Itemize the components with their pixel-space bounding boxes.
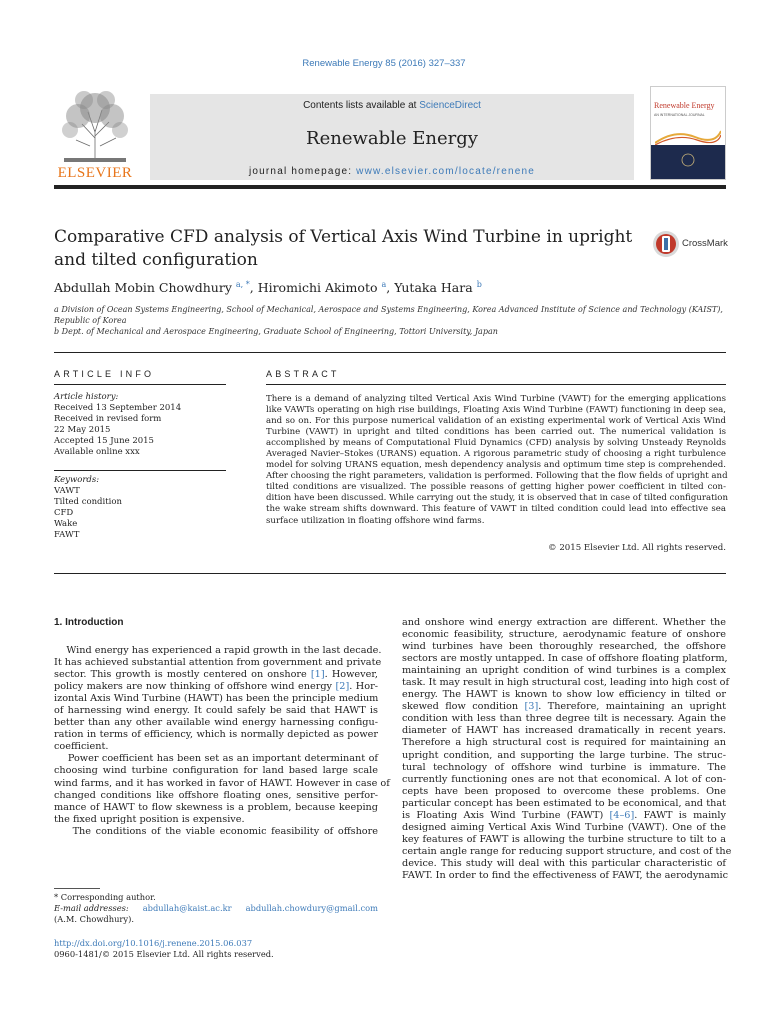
affiliation-a: a Division of Ocean Systems Engineering, School of Mechanical, Aerospace and Systems Engineering, Korea Advanced Institute of Science and Technology (KAIST), Republic of Korea bbox=[54, 305, 723, 325]
body-text: ration in terms of efficiency, which is normally depicted as power bbox=[54, 729, 378, 741]
author-separator: , bbox=[249, 280, 258, 296]
body-text: wind turbines have been thoroughly researched, the offshore bbox=[402, 641, 726, 653]
body-text: the fixed upright position is expensive. bbox=[54, 813, 245, 825]
article-info-rule bbox=[54, 384, 226, 385]
author-separator: , bbox=[386, 280, 395, 296]
author-name[interactable]: Abdullah Mobin Chowdhury bbox=[54, 280, 232, 296]
body-line bbox=[402, 617, 726, 629]
body-text: sectors are mostly untapped. In case of offshore floating platform, bbox=[402, 653, 728, 665]
abstract-line: model for solving URANS equation, mesh dependency analysis and optimum time step is comprehended. bbox=[266, 460, 726, 471]
body-text: better than any other available wind energy harnessing configu- bbox=[54, 717, 378, 729]
body-line bbox=[54, 802, 378, 814]
cover-swirl-icon bbox=[655, 127, 721, 145]
body-text: designed aiming Vertical Axis Wind Turbine (VAWT). One of the bbox=[402, 821, 726, 833]
body-text: mance of HAWT to flow skewness is a problem, because keeping bbox=[54, 801, 378, 813]
body-line bbox=[402, 713, 726, 725]
keywords bbox=[54, 475, 226, 542]
body-text: policy makers are now thinking of offshore wind energy bbox=[54, 681, 336, 693]
abstract-bottom-rule bbox=[54, 573, 726, 574]
abstract-line: and so on. For this purpose numerical validation of an existing experimental work of Vertical Axis Wind bbox=[266, 416, 726, 427]
body-text: condition with less than three degree tilt is necessary. Again the bbox=[402, 713, 726, 725]
cover-subtitle: AN INTERNATIONAL JOURNAL bbox=[654, 113, 705, 117]
body-text: maintaining an upright condition of wind turbines is a complex bbox=[402, 665, 726, 677]
body-column-left bbox=[54, 645, 390, 838]
section-heading-introduction: 1. Introduction bbox=[54, 617, 124, 628]
issn-line: 0960-1481/© 2015 Elsevier Ltd. All rights reserved. bbox=[54, 949, 274, 959]
body-line bbox=[402, 629, 726, 641]
corresponding-author-note: * Corresponding author. bbox=[54, 892, 156, 902]
author-name[interactable]: Hiromichi Akimoto bbox=[257, 280, 378, 296]
body-line bbox=[402, 737, 726, 749]
history-entry: 22 May 2015 bbox=[54, 425, 111, 436]
email-line bbox=[54, 903, 378, 914]
body-line bbox=[54, 669, 378, 681]
body-line bbox=[402, 653, 726, 665]
keywords-label: Keywords: bbox=[54, 475, 100, 485]
footnote-rule bbox=[54, 888, 100, 889]
body-text: upright condition, and supporting the large turbine. The struc- bbox=[402, 749, 726, 761]
body-line bbox=[54, 790, 378, 802]
body-text: wind farms, and it has worked in favor of HAWT. However in case of bbox=[54, 777, 390, 789]
homepage-prefix: journal homepage: bbox=[248, 166, 357, 177]
body-text: currently functioning ones are not that economical. A lot of con- bbox=[402, 773, 726, 785]
elsevier-tree-icon bbox=[54, 86, 136, 164]
journal-title[interactable]: Renewable Energy bbox=[306, 128, 478, 149]
body-text: . Therefore, maintaining an upright bbox=[538, 701, 726, 713]
body-line bbox=[402, 677, 730, 689]
article-info-heading: ARTICLE INFO bbox=[54, 369, 155, 379]
body-text: FAWT. In order to find the effectiveness of FAWT, the aerodynamic bbox=[402, 869, 729, 881]
abstract-line: After choosing the right parameters, validation is performed. Following that the flow fields of upright and bbox=[266, 471, 728, 482]
abstract-line: There is a demand of analyzing tilted Vertical Axis Wind Turbine (VAWT) for the emerging applications bbox=[266, 394, 726, 404]
body-line bbox=[402, 869, 729, 882]
body-text: . Hor- bbox=[349, 681, 378, 693]
body-text: Wind energy has experienced a rapid growth in the last decade. bbox=[54, 645, 382, 656]
keyword: Tilted condition bbox=[54, 497, 122, 508]
elsevier-wordmark: ELSEVIER bbox=[57, 165, 133, 181]
footnote bbox=[54, 892, 378, 924]
body-line bbox=[402, 689, 726, 701]
affiliation-b: b Dept. of Mechanical and Aerospace Engineering, Graduate School of Engineering, Tottori University, Japan bbox=[54, 327, 498, 336]
homepage-line bbox=[150, 166, 634, 177]
contents-prefix: Contents lists available at bbox=[303, 100, 420, 111]
cover-seal-icon bbox=[651, 145, 725, 179]
email-link-kaist[interactable]: abdullah@kaist.ac.kr bbox=[142, 902, 232, 913]
body-line bbox=[54, 753, 378, 765]
body-line bbox=[54, 777, 390, 790]
journal-cover[interactable] bbox=[650, 86, 726, 180]
author-marks[interactable]: a bbox=[381, 280, 387, 289]
body-line bbox=[402, 786, 726, 798]
masthead-rule bbox=[54, 185, 726, 189]
abstract-copyright: © 2015 Elsevier Ltd. All rights reserved. bbox=[548, 543, 726, 553]
abstract-line: tilted conditions are visualized. The possible reasons of getting higher power coefficient in tilted con- bbox=[266, 482, 726, 493]
doi-block bbox=[54, 938, 274, 960]
affiliations bbox=[54, 304, 726, 337]
body-text: skewed flow condition bbox=[402, 701, 525, 713]
header-rule bbox=[54, 352, 726, 353]
crossmark-label: CrossMark bbox=[682, 238, 728, 249]
crossmark-badge[interactable] bbox=[652, 229, 728, 261]
history-entry: Accepted 15 June 2015 bbox=[54, 436, 154, 447]
citation-link[interactable]: [4–6] bbox=[609, 809, 635, 821]
history-entry: Received 13 September 2014 bbox=[54, 403, 182, 414]
body-text: diameter of HAWT has increased dramatically in recent years. bbox=[402, 725, 726, 737]
body-line bbox=[402, 750, 726, 762]
body-text: Power coefficient has been set as an important determinant of bbox=[54, 753, 378, 765]
abstract-line: surface utilization in floating offshore wind farms. bbox=[266, 515, 485, 526]
body-line bbox=[54, 705, 378, 717]
body-text: economic feasibility, structure, aerodynamic feature of onshore bbox=[402, 629, 726, 641]
body-line bbox=[54, 814, 378, 826]
body-column-right bbox=[402, 617, 732, 882]
abstract-line: the wake stream shifts downward. This feature of VAWT in tilted condition could lead into effective sea bbox=[266, 504, 726, 515]
citation-link[interactable]: [1] bbox=[310, 669, 325, 681]
body-line bbox=[54, 645, 382, 657]
citation-link[interactable]: [2] bbox=[335, 681, 350, 693]
body-text: tural technology of offshore wind turbine is immature. The bbox=[402, 761, 726, 773]
keyword: VAWT bbox=[54, 486, 80, 497]
abstract-rule bbox=[266, 384, 726, 385]
body-text: cepts have been proposed to overcome these problems. One bbox=[402, 785, 726, 797]
article-history bbox=[54, 392, 226, 459]
doi-link[interactable]: http://dx.doi.org/10.1016/j.renene.2015.06.037 bbox=[54, 938, 253, 948]
body-line bbox=[402, 665, 726, 677]
body-text: certain angle range for reducing support structure, and cost of the bbox=[402, 845, 732, 857]
body-text: task. It may result in high structural cost, leading into high cost of bbox=[402, 677, 730, 689]
abstract-line: Averaged Navier–Stokes (URANS) equation. A rigorous parametric study of choosing a right turbulence bbox=[266, 449, 726, 460]
body-text: It has achieved substantial attention from government and private bbox=[54, 657, 382, 669]
body-text: changed conditions like offshore floating ones, sensitive perfor- bbox=[54, 789, 378, 801]
keyword: FAWT bbox=[54, 530, 80, 541]
abstract-line: dition have been discussed. While carrying out the study, it is observed that in case of tilted configuration bbox=[266, 493, 729, 504]
body-text: is Floating Axis Wind Turbine (FAWT) bbox=[402, 809, 610, 821]
citation-link[interactable]: [3] bbox=[524, 701, 539, 713]
history-entry: Received in revised form bbox=[54, 414, 162, 425]
keyword: Wake bbox=[54, 519, 78, 530]
email-label: E-mail addresses: bbox=[54, 902, 129, 913]
cover-title: Renewable Energy bbox=[654, 101, 715, 110]
body-line bbox=[54, 681, 378, 693]
author-list bbox=[54, 280, 482, 295]
body-line bbox=[402, 701, 726, 713]
history-entry: Available online xxx bbox=[54, 447, 140, 458]
body-line bbox=[402, 834, 726, 846]
email-link-gmail[interactable]: abdullah.chowdury@gmail.com bbox=[245, 902, 378, 913]
body-line bbox=[402, 810, 726, 822]
crossmark-icon bbox=[652, 229, 680, 261]
body-text: coefficient. bbox=[54, 741, 109, 753]
body-text: of harnessing wind energy. It could safely be said that HAWT is bbox=[54, 705, 378, 717]
body-line bbox=[402, 822, 726, 834]
abstract-line: like VAWTs operating on high rise buildings, Floating Axis Wind Turbine (FAWT) functioning in deep sea, bbox=[266, 405, 726, 416]
keywords-rule bbox=[54, 470, 226, 471]
abstract-line: Turbine (VAWT) in upright and tilted conditions has been carried out. The numerical validation is bbox=[266, 427, 726, 438]
body-line bbox=[54, 741, 378, 753]
body-line bbox=[54, 765, 378, 777]
body-text: choosing wind turbine configuration for land based large scale bbox=[54, 765, 378, 777]
body-line bbox=[402, 798, 726, 810]
masthead bbox=[54, 86, 726, 182]
email-owner: (A.M. Chowdhury). bbox=[54, 913, 134, 924]
body-text: sector. This growth is mostly centered on onshore bbox=[54, 669, 311, 681]
homepage-link[interactable]: www.elsevier.com/locate/renene bbox=[356, 166, 536, 177]
cover-band bbox=[651, 145, 725, 179]
author-marks[interactable]: b bbox=[476, 280, 482, 289]
body-text: . However, bbox=[324, 669, 378, 681]
elsevier-logo[interactable] bbox=[54, 86, 136, 182]
body-line bbox=[54, 693, 378, 705]
body-text: Therefore a high structural cost is required for maintaining an bbox=[402, 737, 726, 749]
body-line bbox=[54, 657, 382, 669]
body-text: . FAWT is mainly bbox=[634, 809, 726, 821]
abstract-line: accomplished by means of Computational Fluid Dynamics (CFD) analysis by solving Unsteady Reynolds bbox=[266, 438, 726, 449]
abstract-body bbox=[266, 394, 729, 527]
article-title: Comparative CFD analysis of Vertical Axis Wind Turbine in upright and tilted configuration bbox=[54, 227, 633, 270]
body-line bbox=[402, 762, 726, 774]
author-marks[interactable]: a, * bbox=[235, 280, 250, 289]
sciencedirect-link[interactable]: ScienceDirect bbox=[419, 100, 481, 111]
history-label: Article history: bbox=[54, 392, 119, 402]
abstract-heading: ABSTRACT bbox=[266, 369, 340, 379]
journal-banner bbox=[150, 94, 634, 180]
body-text: and onshore wind energy extraction are different. Whether the bbox=[402, 617, 726, 628]
body-text: particular concept has been estimated to be economical, and that bbox=[402, 797, 726, 809]
body-line bbox=[402, 858, 726, 870]
journal-citation[interactable]: Renewable Energy 85 (2016) 327–337 bbox=[302, 58, 466, 69]
body-line bbox=[54, 717, 378, 729]
body-text: energy. The HAWT is known to show low efficiency in tilted or bbox=[402, 689, 726, 701]
body-line bbox=[54, 826, 378, 838]
author-name[interactable]: Yutaka Hara bbox=[394, 280, 473, 296]
body-line bbox=[402, 641, 726, 653]
body-line bbox=[402, 725, 726, 737]
body-line bbox=[402, 774, 726, 786]
body-line bbox=[54, 729, 378, 741]
body-text: The conditions of the viable economic feasibility of offshore bbox=[54, 825, 378, 837]
body-text: key features of FAWT is allowing the turbine structure to tilt to a bbox=[402, 833, 726, 845]
body-text: device. This study will deal with this particular characteristic of bbox=[402, 857, 726, 869]
keyword: CFD bbox=[54, 508, 74, 519]
contents-line bbox=[150, 100, 634, 111]
body-text: izontal Axis Wind Turbine (HAWT) has been the principle medium bbox=[54, 693, 379, 705]
body-line bbox=[402, 845, 732, 858]
